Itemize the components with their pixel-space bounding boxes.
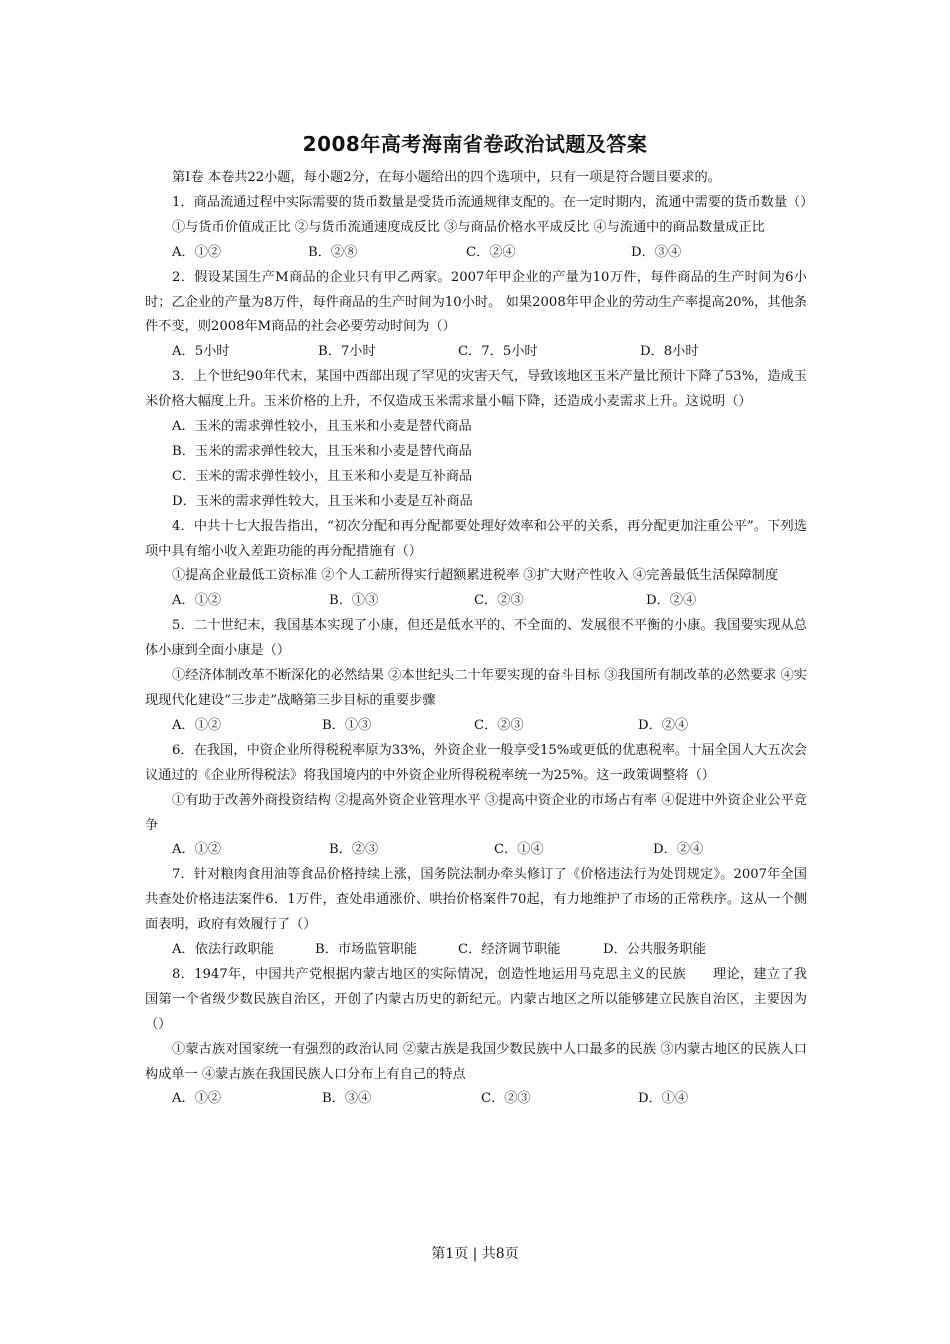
question-2-option-c: C．7．5小时: [458, 344, 538, 360]
question-4-option-c: C．②③: [474, 593, 524, 609]
question-1-option-a: A．①②: [172, 244, 222, 260]
question-3-option-c: C．玉米的需求弹性较小，且玉米和小麦是互补商品: [172, 468, 473, 484]
question-8-items: ①蒙古族对国家统一有强烈的政治认同 ②蒙古族是我国少数民族中人口最多的民族 ③内蒙古地区的民族人口构成单一 ④蒙古族在我国民族人口分布上有自己的特点: [145, 1041, 807, 1082]
question-2-stem: 2．假设某国生产M商品的企业只有甲乙两家。2007年甲企业的产量为10万件，每件商品的生产时间为6小时；乙企业的产量为8万件，每件商品的生产时间为10小时。 如果2008年甲企业的劳动生产率提高20%，其他条件不变，则2008年M商品的社会必要劳动时间为（）: [145, 269, 807, 335]
question-8-options: [145, 1087, 807, 1112]
question-2-option-a: A．5小时: [172, 344, 230, 360]
question-4-option-d: D．②④: [646, 593, 697, 609]
question-1-option-c: C．②④: [466, 244, 516, 260]
question-5-stem: 5．二十世纪末，我国基本实现了小康，但还是低水平的、不全面的、发展很不平衡的小康。我国要实现从总体小康到全面小康是（）: [145, 618, 807, 659]
section-intro: 第Ⅰ卷 本卷共22小题，每小题2分，在每小题给出的四个选项中，只有一项是符合题目要求的。: [172, 170, 721, 185]
question-4-option-a: A．①②: [172, 593, 222, 609]
question-7-options: [145, 938, 807, 963]
question-7-option-b: B．市场监管职能: [315, 942, 418, 958]
question-6-option-d: D．②④: [653, 842, 704, 858]
question-3-stem: 3．上个世纪90年代末，某国中西部出现了罕见的灾害天气，导致该地区玉米产量比预计下降了53%，造成玉米价格大幅度上升。玉米价格的上升，不仅造成玉米需求量小幅下降，还造成小麦需求上升。这说明（）: [145, 369, 807, 410]
question-7-stem: 7．针对粮肉食用油等食品价格持续上涨，国务院法制办牵头修订了《价格违法行为处罚规定》。2007年全国共查处价格违法案件6．1万件，查处串通涨价、哄抬价格案件70起，有力地维护了市场的正常秩序。这从一个侧面表明，政府有效履行了（）: [145, 867, 807, 933]
document-title: 2008年高考海南省卷政治试题及答案: [302, 132, 648, 156]
question-5-option-a: A．①②: [172, 717, 222, 733]
question-8-stem: 8．1947年，中国共产党根据内蒙古地区的实际情况，创造性地运用马克思主义的民族 理论，建立了我国第一个省级少数民族自治区，开创了内蒙古历史的新纪元。内蒙古地区之所以能够建立民族自治区，主要因为（）: [145, 966, 807, 1032]
question-3-option-a: A．玉米的需求弹性较小，且玉米和小麦是替代商品: [172, 419, 472, 435]
question-6-option-c: C．①④: [494, 842, 544, 858]
question-1-option-d: D．③④: [631, 244, 682, 260]
question-4-option-b: B．①③: [329, 593, 379, 609]
question-5-options: [145, 714, 807, 739]
question-1-option-b: B．②⑧: [308, 244, 358, 260]
question-3-option-d: D．玉米的需求弹性较大，且玉米和小麦是互补商品: [172, 493, 473, 509]
question-8-option-d: D．①④: [638, 1091, 689, 1107]
question-8-option-c: C．②③: [481, 1091, 531, 1107]
question-5-items: ①经济体制改革不断深化的必然结果 ②本世纪头二十年要实现的奋斗目标 ③我国所有制改革的必然要求 ④实现现代化建设“三步走”战略第三步目标的重要步骤: [145, 668, 807, 708]
page-footer: 第1页 | 共8页: [431, 1246, 519, 1262]
question-3-option-b: B．玉米的需求弹性较大，且玉米和小麦是替代商品: [172, 443, 472, 459]
question-4-items: ①提高企业最低工资标准 ②个人工薪所得实行超额累进税率 ③扩大财产性收入 ④完善最低生活保障制度: [172, 568, 779, 584]
question-2-option-d: D．8小时: [640, 344, 699, 360]
question-6-options: [145, 838, 807, 863]
question-6-items: ①有助于改善外商投资结构 ②提高外资企业管理水平 ③提高中资企业的市场占有率 ④促进中外资企业公平竞争: [145, 792, 807, 833]
question-2-options: [145, 340, 807, 365]
question-2-option-b: B．7小时: [318, 344, 376, 360]
question-7-option-d: D．公共服务职能: [603, 942, 706, 958]
question-7-option-a: A．依法行政职能: [172, 942, 274, 958]
question-4-options: [145, 589, 807, 614]
question-8-option-b: B．③④: [322, 1091, 372, 1107]
question-7-option-c: C．经济调节职能: [458, 942, 561, 958]
question-1-options: [145, 241, 807, 266]
question-5-option-b: B．①③: [322, 717, 372, 733]
question-8-option-a: A．①②: [172, 1091, 222, 1107]
question-1-items: ①与货币价值成正比 ②与货币流通速度成反比 ③与商品价格水平成反比 ④与流通中的商品数量成正比: [172, 219, 765, 235]
question-6-option-a: A．①②: [172, 842, 222, 858]
question-1-stem: 1．商品流通过程中实际需要的货币数量是受货币流通规律支配的。在一定时期内，流通中需要的货币数量（）: [172, 194, 814, 210]
question-5-option-d: D．②④: [638, 717, 689, 733]
question-6-stem: 6．在我国，中资企业所得税税率原为33%，外资企业一般享受15%或更低的优惠税率。十届全国人大五次会议通过的《企业所得税法》将我国境内的中外资企业所得税税率统一为25%。这一政策调整将（）: [145, 742, 807, 783]
document-body: [145, 166, 814, 1112]
question-6-option-b: B．②③: [329, 842, 379, 858]
question-4-stem: 4．中共十七大报告指出，“初次分配和再分配都要处理好效率和公平的关系，再分配更加注重公平”。下列选项中具有缩小收入差距功能的再分配措施有（）: [145, 518, 807, 559]
question-5-option-c: C．②③: [474, 717, 524, 733]
